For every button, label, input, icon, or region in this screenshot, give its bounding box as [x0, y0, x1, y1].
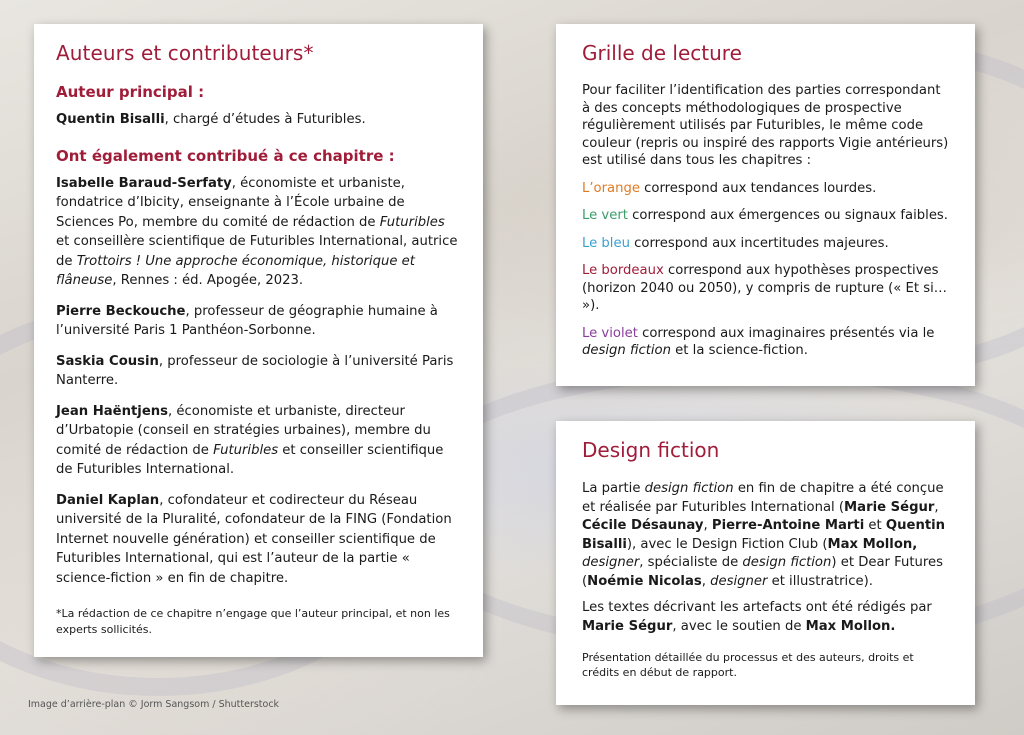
main-author-heading: Auteur principal : [56, 83, 205, 101]
legend-blue: Le bleu correspond aux incertitudes majeures. [582, 235, 889, 251]
contributor-entry: Isabelle Baraud-Serfaty, économiste et urbaniste, fondatrice d’Ibicity, enseignante à l’École urbaine de Sciences Po, membre du comité de rédaction de Futuribles et conseillère scientifique de Futuribles International, autrice de Trottoirs ! Une approche économique, historique et flâneuse, Rennes : éd. Apogée, 2023. [56, 175, 458, 288]
authors-card [34, 24, 483, 657]
contributor-entry: Saskia Cousin, professeur de sociologie à l’université Paris Nanterre. [56, 353, 454, 388]
reading-grid-title: Grille de lecture [582, 41, 742, 65]
legend-green: Le vert correspond aux émergences ou signaux faibles. [582, 208, 948, 223]
reading-grid-intro: Pour faciliter l’identification des parties correspondant à des concepts méthodologiques de prospective régulièrement utilisés par Futuribles, le même code couleur (repris ou inspiré des rapports Vigie antérieurs) est utilisé dans tous les chapitres : [582, 83, 949, 168]
contributor-entry: Daniel Kaplan, cofondateur et codirecteur du Réseau université de la Pluralité, cofondateur de la FING (Fondation Internet nouvelle génération) et conseiller scientifique de Futuribles International, qui est l’auteur de la partie « science-fiction » en fin de chapitre. [56, 492, 452, 586]
design-fiction-card [556, 421, 975, 705]
main-author: Quentin Bisalli, chargé d’études à Futuribles. [56, 112, 366, 127]
design-fiction-title: Design fiction [582, 438, 720, 462]
design-fiction-note: Présentation détaillée du processus et des auteurs, droits et crédits en début de rapport. [582, 651, 914, 679]
image-credit: Image d’arrière-plan © Jorm Sangsom / Shutterstock [28, 699, 280, 710]
design-fiction-paragraph: La partie design fiction en fin de chapitre a été conçue et réalisée par Futuribles International (Marie Ségur, Cécile Désaunay, Pierre-Antoine Marti et Quentin Bisalli), avec le Design Fiction Club (Max Mollon, designer, spécialiste de design fiction) et Dear Futures (Noémie Nicolas, designer et illustratrice). [582, 481, 946, 589]
contributors-heading: Ont également contribué à ce chapitre : [56, 146, 395, 165]
design-fiction-paragraph: Les textes décrivant les artefacts ont été rédigés par Marie Ségur, avec le soutien de Max Mollon. [582, 600, 932, 634]
authors-footnote: *La rédaction de ce chapitre n’engage que l’auteur principal, et non les experts sollicités. [56, 607, 450, 636]
reading-grid-card [556, 24, 975, 386]
contributor-entry: Pierre Beckouche, professeur de géographie humaine à l’université Paris 1 Panthéon-Sorbonne. [56, 303, 438, 338]
legend-orange: L’orange correspond aux tendances lourdes. [582, 180, 877, 196]
authors-title: Auteurs et contributeurs* [56, 41, 314, 65]
legend-bordeaux: Le bordeaux correspond aux hypothèses prospectives (horizon 2040 ou 2050), y compris de rupture (« Et si… »). [582, 263, 947, 313]
legend-violet: Le violet correspond aux imaginaires présentés via le design fiction et la science-fiction. [582, 325, 935, 358]
contributor-entry: Jean Haëntjens, économiste et urbaniste, directeur d’Urbatopie (conseil en stratégies urbaines), membre du comité de rédaction de Futuribles et conseiller scientifique de Futuribles International. [56, 403, 444, 477]
